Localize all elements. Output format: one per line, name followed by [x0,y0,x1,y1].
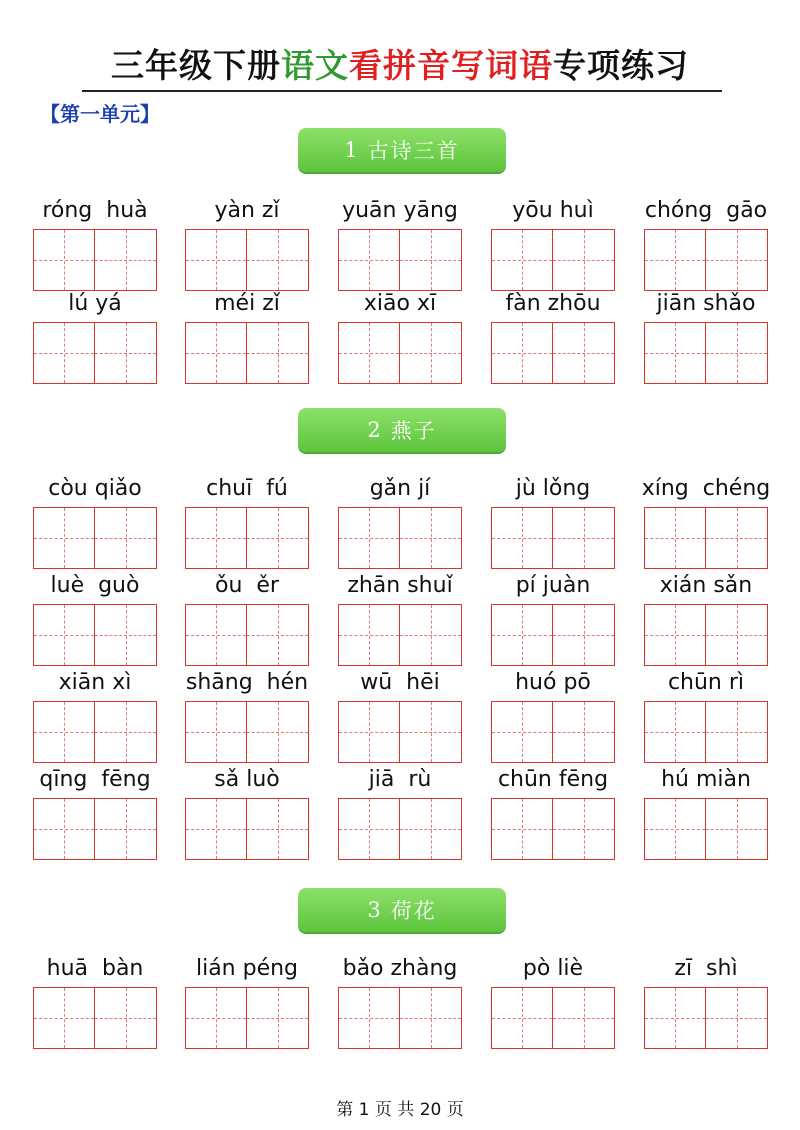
writing-grid[interactable] [644,322,768,384]
writing-grid[interactable] [338,987,462,1049]
writing-grid[interactable] [33,507,157,569]
tianzige-box[interactable] [95,322,157,384]
tianzige-box[interactable] [491,507,553,569]
tianzige-box[interactable] [247,604,309,666]
tianzige-box[interactable] [644,229,706,291]
writing-grid[interactable] [338,604,462,666]
word-item [338,288,462,384]
writing-grid[interactable] [185,229,309,291]
pinyin-label: xiān xì [58,670,132,695]
writing-grid[interactable] [33,322,157,384]
word-item [185,953,309,1049]
writing-grid[interactable] [491,798,615,860]
word-item [338,195,462,291]
pinyin-label: luè guò [50,573,140,598]
title-part-grade: 三年级下册 [111,46,281,85]
word-item [644,195,768,291]
tianzige-box[interactable] [185,701,247,763]
writing-grid[interactable] [185,701,309,763]
tianzige-box[interactable] [33,229,95,291]
pinyin-label: huā bàn [46,956,144,981]
tianzige-box[interactable] [185,604,247,666]
tianzige-box[interactable] [247,229,309,291]
pinyin-label: chóng gāo [644,198,768,223]
pinyin-label: xíng chéng [641,476,771,501]
word-item [185,288,309,384]
word-item [338,764,462,860]
pinyin-label: sǎ luò [214,767,280,792]
tianzige-box[interactable] [185,987,247,1049]
tianzige-box[interactable] [553,987,615,1049]
word-item [491,570,615,666]
word-item [33,667,157,763]
word-item [491,288,615,384]
writing-grid[interactable] [185,604,309,666]
pinyin-label: jù lǒng [515,476,591,501]
word-item [185,764,309,860]
word-item [33,195,157,291]
tianzige-box[interactable] [553,322,615,384]
tianzige-box[interactable] [706,229,768,291]
word-item [185,570,309,666]
tianzige-box[interactable] [185,322,247,384]
tianzige-box[interactable] [644,604,706,666]
tianzige-box[interactable] [33,987,95,1049]
writing-grid[interactable] [491,604,615,666]
tianzige-box[interactable] [644,507,706,569]
tianzige-box[interactable] [400,798,462,860]
pinyin-label: zhān shuǐ [347,573,453,598]
pinyin-label: huó pō [515,670,591,695]
word-item [185,667,309,763]
writing-grid[interactable] [185,507,309,569]
tianzige-box[interactable] [338,987,400,1049]
page-footer: 第 1 页 共 20 页 [336,1100,464,1120]
tianzige-box[interactable] [247,987,309,1049]
writing-grid[interactable] [185,798,309,860]
word-item [338,953,462,1049]
writing-grid[interactable] [491,322,615,384]
tianzige-box[interactable] [491,798,553,860]
pinyin-label: jiā rù [368,767,432,792]
title-part-task: 看拼音写词语 [349,46,553,85]
writing-grid[interactable] [338,322,462,384]
tianzige-box[interactable] [185,798,247,860]
tianzige-box[interactable] [400,229,462,291]
word-item [491,473,615,569]
tianzige-box[interactable] [95,987,157,1049]
word-item [338,667,462,763]
pinyin-label: yuān yāng [342,198,458,223]
tianzige-box[interactable] [95,798,157,860]
tianzige-box[interactable] [644,322,706,384]
writing-grid[interactable] [33,604,157,666]
tianzige-box[interactable] [644,701,706,763]
tianzige-box[interactable] [247,322,309,384]
word-item [185,195,309,291]
pinyin-label: bǎo zhàng [342,956,458,981]
tianzige-box[interactable] [95,701,157,763]
writing-grid[interactable] [491,701,615,763]
title-underline [82,90,722,92]
word-item [491,764,615,860]
word-item [338,570,462,666]
word-item [33,570,157,666]
writing-grid[interactable] [644,604,768,666]
word-item [644,667,768,763]
tianzige-box[interactable] [553,507,615,569]
tianzige-box[interactable] [400,322,462,384]
pinyin-label: yōu huì [512,198,594,223]
pinyin-label: yàn zǐ [214,198,280,223]
writing-grid[interactable] [185,322,309,384]
pinyin-label: qīng fēng [39,767,151,792]
word-item [33,953,157,1049]
tianzige-box[interactable] [400,507,462,569]
writing-grid[interactable] [338,701,462,763]
tianzige-box[interactable] [400,701,462,763]
section-banner-2 [298,408,506,452]
tianzige-box[interactable] [338,604,400,666]
tianzige-box[interactable] [33,798,95,860]
writing-grid[interactable] [644,507,768,569]
pinyin-label: pò liè [522,956,584,981]
tianzige-box[interactable] [491,701,553,763]
writing-grid[interactable] [338,507,462,569]
word-item [491,195,615,291]
section-name: 古诗三首 [367,139,460,163]
tianzige-box[interactable] [706,701,768,763]
tianzige-box[interactable] [95,229,157,291]
tianzige-box[interactable] [400,987,462,1049]
pinyin-label: shāng hén [185,670,309,695]
word-item [33,473,157,569]
pinyin-label: lián péng [195,956,299,981]
tianzige-box[interactable] [338,507,400,569]
tianzige-box[interactable] [247,701,309,763]
unit-label: 【第一单元】 [40,102,160,126]
pinyin-label: ǒu ěr [215,573,279,598]
tianzige-box[interactable] [706,322,768,384]
writing-grid[interactable] [338,798,462,860]
tianzige-box[interactable] [338,229,400,291]
word-item [644,570,768,666]
tianzige-box[interactable] [553,701,615,763]
writing-grid[interactable] [644,987,768,1049]
pinyin-label: chūn fēng [497,767,609,792]
writing-grid[interactable] [491,987,615,1049]
tianzige-box[interactable] [553,798,615,860]
pinyin-label: wū hēi [360,670,440,695]
word-item [185,473,309,569]
tianzige-box[interactable] [33,322,95,384]
tianzige-box[interactable] [247,798,309,860]
title-part-subject: 语文 [281,46,349,85]
section-name: 燕子 [390,419,437,443]
section-number: 1 [344,138,360,162]
tianzige-box[interactable] [338,701,400,763]
pinyin-label: méi zǐ [214,291,280,316]
pinyin-label: xiāo xī [363,291,437,316]
word-item [338,473,462,569]
word-item [33,764,157,860]
pinyin-label: lú yá [68,291,122,316]
tianzige-box[interactable] [706,507,768,569]
writing-grid[interactable] [338,229,462,291]
pinyin-label: chuī fú [206,476,288,501]
word-item [641,473,771,569]
writing-grid[interactable] [644,798,768,860]
tianzige-box[interactable] [95,507,157,569]
tianzige-box[interactable] [706,798,768,860]
tianzige-box[interactable] [491,322,553,384]
tianzige-box[interactable] [644,987,706,1049]
tianzige-box[interactable] [553,229,615,291]
tianzige-box[interactable] [491,987,553,1049]
writing-grid[interactable] [33,229,157,291]
writing-grid[interactable] [33,701,157,763]
word-item [33,288,157,384]
pinyin-label: zī shì [674,956,738,981]
tianzige-box[interactable] [553,604,615,666]
page-title [0,42,800,90]
word-item [491,953,615,1049]
section-banner-1 [298,128,506,172]
writing-grid[interactable] [491,507,615,569]
word-item [644,288,768,384]
pinyin-label: jiān shǎo [656,291,756,316]
section-name: 荷花 [390,899,437,923]
tianzige-box[interactable] [706,987,768,1049]
tianzige-box[interactable] [33,507,95,569]
title-part-practice: 专项练习 [553,46,689,85]
word-item [644,764,768,860]
tianzige-box[interactable] [33,701,95,763]
writing-grid[interactable] [185,987,309,1049]
pinyin-label: fàn zhōu [505,291,601,316]
word-item [644,953,768,1049]
tianzige-box[interactable] [185,229,247,291]
pinyin-label: còu qiǎo [48,476,142,501]
tianzige-box[interactable] [491,604,553,666]
tianzige-box[interactable] [185,507,247,569]
pinyin-label: pí juàn [515,573,591,598]
pinyin-label: chūn rì [667,670,745,695]
tianzige-box[interactable] [706,604,768,666]
writing-grid[interactable] [33,798,157,860]
tianzige-box[interactable] [644,798,706,860]
section-banner-3 [298,888,506,932]
tianzige-box[interactable] [33,604,95,666]
section-number: 2 [367,418,383,442]
writing-grid[interactable] [33,987,157,1049]
tianzige-box[interactable] [400,604,462,666]
writing-grid[interactable] [491,229,615,291]
word-item [491,667,615,763]
writing-grid[interactable] [644,229,768,291]
tianzige-box[interactable] [247,507,309,569]
writing-grid[interactable] [644,701,768,763]
tianzige-box[interactable] [338,322,400,384]
tianzige-box[interactable] [491,229,553,291]
tianzige-box[interactable] [338,798,400,860]
section-number: 3 [367,898,383,922]
pinyin-label: hú miàn [661,767,751,792]
pinyin-label: xián sǎn [659,573,753,598]
pinyin-label: gǎn jí [369,476,431,501]
pinyin-label: róng huà [42,198,148,223]
tianzige-box[interactable] [95,604,157,666]
